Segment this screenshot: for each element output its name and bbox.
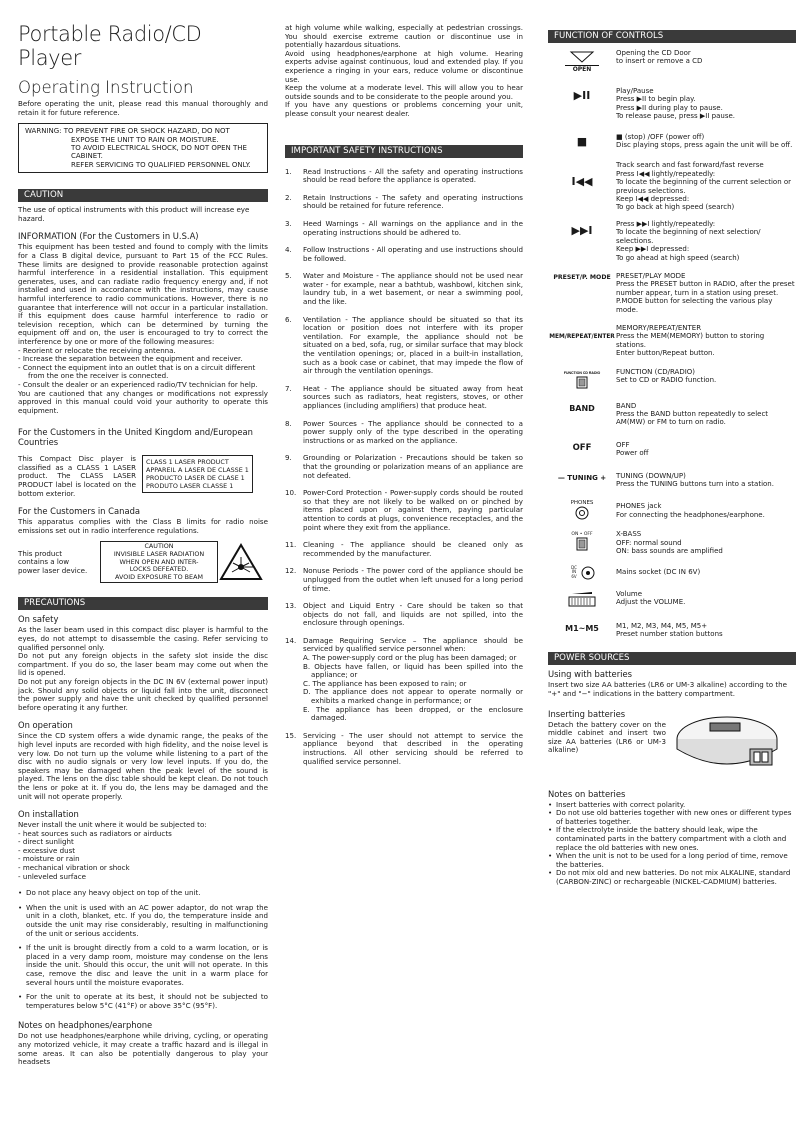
- column-2: [285, 0, 523, 775]
- column-1: [18, 0, 268, 1067]
- inserting-text: Detach the battery cover on the middle cabinet and insert two size AA batteries (LR6 or UM-3 alkaline): [548, 719, 666, 755]
- info-text: This equipment has been tested and found to comply with the limits for a Class B digital device, pursuant to Part 15 of the FCC Rules. These limits are designed to provide reasonable protection against harmful interference in a residential installation. This equipment generates, uses, and can radiate radio frequency energy and, if not installed and used in accordance with the instructions, may cause harmful interference to radio communications. However, there is no guarantee that interference will not occur in a particular installation. If this equipment does cause harmful interference to radio or television reception, which can be determined by turning the equipment off and on, the user is encouraged to try to correct the interference by one or more of the following measures:: [18, 242, 268, 346]
- safety-title: On safety: [18, 614, 59, 625]
- installation-title: On installation: [18, 809, 79, 820]
- power-sources-header: POWER SOURCES: [548, 652, 796, 665]
- inserting-title: Inserting batteries: [548, 708, 626, 719]
- safety-item: 1. Read Instructions - All the safety and operating instructions should be read before the appliance is operated.: [285, 166, 523, 185]
- caution-header: CAUTION: [18, 189, 268, 202]
- headphones-cont: at high volume while walking, especially at pedestrian crossings. You should exercise extreme caution or discontinue use in potentially hazardous situations. Avoid using headphones/earphone at high volume. Hearing experts advise against continuous, loud and extended play. If you experience a ringing in your ears, reduce volume or discontinue use. Keep the volume at a moderate level. This will allow you to hear outside sounds and to be considerate to the people around you. If you have any questions or problems concerning your unit, please consult your nearest dealer.: [285, 23, 523, 118]
- caution-label-line: INVISIBLE LASER RADIATION: [113, 550, 205, 559]
- control-mem: MEM/REPEAT/ENTER MEMORY/REPEAT/ENTER Press the MEM(MEMORY) button to storing stations. Enter button/Repeat button.: [549, 323, 765, 358]
- safety-list: [285, 168, 523, 767]
- list-item: • For the unit to operate at its best, it should not be subjected to temperatures below 5°C (41°F) or above 35°C (95°F).: [18, 993, 268, 1010]
- installation-text: Never install the unit where it would be subjected to:: [18, 820, 207, 830]
- safety-item: 9. Grounding or Polarization - Precautions should be taken so that the grounding or polarization means of an appliance are not defeated.: [285, 453, 523, 480]
- safety-item: 12. Nonuse Periods - The power cord of the appliance should be unplugged from the outlet when left unused for a long period of time.: [285, 566, 523, 593]
- intro-text: Before operating the unit, please read this manual thoroughly and retain it for future reference.: [18, 99, 268, 117]
- safety-text: As the laser beam used in this compact disc player is harmful to the eyes, do not attempt to disassemble the casing. Refer servicing to qualified personnel only. Do not put any foreign objects in the safety slot inside the disc compartment. If you do so, the laser beam may come out when the lid is opened. Do not put any foreign objects in the DC IN 6V (external power input) jack. Should any solid objects or liquid fall into the unit, disconnect the power supply and have the unit checked by qualified personnel before operating it any further.: [18, 625, 268, 712]
- warning-line: EXPOSE THE UNIT TO RAIN OR MOISTURE.: [71, 135, 219, 144]
- list-item: - excessive dust: [18, 847, 268, 856]
- control-stop: ■ ■ (stop) /OFF (power off) Disc playing stops, press again the unit will be off.: [576, 132, 793, 150]
- battery-diagram-icon: [672, 709, 782, 781]
- caution-label-line: AVOID EXPOSURE TO BEAM: [115, 572, 203, 581]
- list-item: • When the unit is used with an AC power adaptor, do not wrap the unit in a cloth, blanket, etc. If you do, the temperature inside and outside the unit may rise considerably, resulting in malfunctioning of the unit or serious accidents.: [18, 904, 268, 938]
- list-item: - Reorient or relocate the receiving antenna.: [18, 347, 268, 356]
- list-item: - moisture or rain: [18, 855, 268, 864]
- control-next: ▶▶I Press ▶▶I lightly/repeatedly: To locate the beginning of next selection/ selections. Keep ▶▶I depressed: To go ahead at high speed (search): [571, 219, 761, 262]
- warning-box: [18, 123, 268, 173]
- contains-text: This product contains a low power laser device.: [18, 548, 88, 575]
- off-label: OFF: [572, 442, 592, 453]
- laser-label: [142, 455, 253, 493]
- canada-text: This apparatus complies with the Class B limits for radio noise emissions set out in radio interference regulations.: [18, 517, 268, 535]
- mem-label: MEM/REPEAT/ENTER: [549, 333, 615, 340]
- control-function: FUNCTION CD RADIO FUNCTION (CD/RADIO) Set to CD or RADIO function.: [548, 368, 796, 392]
- sub-item: E. The appliance has been dropped, or the enclosure damaged.: [303, 704, 523, 723]
- control-play: ▶II Play/Pause Press ▶II to begin play. Press ▶II during play to pause. To release pause, press ▶II pause.: [573, 87, 735, 121]
- safety-instructions-header: IMPORTANT SAFETY INSTRUCTIONS: [285, 145, 523, 158]
- info-after: You are cautioned that any changes or modifications not expressly approved in this manual could void your authority to operate this equipment.: [18, 388, 268, 415]
- warning-line: WARNING: TO PREVENT FIRE OR SHOCK HAZARD, DO NOT: [25, 127, 230, 136]
- installation-list: [18, 830, 268, 882]
- caution-label: [100, 541, 218, 583]
- control-volume: Volume Adjust the VOLUME.: [548, 590, 796, 610]
- battery-notes: [548, 801, 796, 887]
- caution-label-section: [18, 541, 268, 583]
- stop-icon: ■: [576, 134, 588, 148]
- phones-jack-icon: PHONES: [548, 498, 616, 522]
- svg-text:FUNCTION CD RADIO: FUNCTION CD RADIO: [563, 370, 601, 375]
- control-prev: I◀◀ Track search and fast forward/fast reverse Press I◀◀ lightly/repeatedly: To locate the beginning of the current selection or previous selections. Keep I◀◀ depressed: To go back at high speed (search): [571, 161, 792, 212]
- list-item: • If the electrolyte inside the battery should leak, wipe the contaminated parts in the battery compartment with a cloth and replace the old batteries with new ones.: [548, 826, 796, 852]
- headphones-title: Notes on headphones/earphone: [18, 1020, 153, 1031]
- warning-line: REFER SERVICING TO QUALIFIED PERSONNEL ONLY.: [71, 160, 251, 169]
- m-label: M1~M5: [565, 623, 599, 633]
- controls-header: FUNCTION OF CONTROLS: [548, 30, 796, 43]
- control-band: BAND BAND Press the BAND button repeatedly to select AM(MW) or FM to turn on radio.: [548, 402, 796, 427]
- sub-item: B. Objects have fallen, or liquid has been spilled into the appliance; or: [303, 661, 523, 680]
- info-list: [18, 347, 268, 390]
- function-switch-icon: [548, 368, 616, 392]
- list-item: • Do not mix old and new batteries. Do not mix ALKALINE, standard (CARBON-ZINC) or rechargeable (NICKEL-CADMIUM) batteries.: [548, 869, 796, 886]
- list-item: • If the unit is brought directly from a cold to a warm location, or is placed in a very damp room, moisture may condense on the lens inside the unit. Should this occur, the unit will not operate. In this case, remove the disc and leave the unit in a warm place for several hours until the moisture evaporates.: [18, 944, 268, 987]
- safety-item: 4. Follow Instructions - All operating and use instructions should be followed.: [285, 245, 523, 263]
- list-item: - heat sources such as radiators or airducts: [18, 830, 268, 839]
- laser-label-line: PRODUTO LASER CLASSE 1: [146, 482, 234, 491]
- list-item: - Connect the equipment into an outlet that is on a circuit different from the one the receiver is connected.: [18, 364, 268, 381]
- list-item: • Do not use old batteries together with new ones or different types of batteries together.: [548, 809, 796, 826]
- control-m: M1~M5 M1, M2, M3, M4, M5, M5+ Preset number station buttons: [548, 622, 796, 639]
- headphones-text: Do not use headphones/earphone while driving, cycling, or operating any motorized vehicle, it may create a traffic hazard and is illegal in some areas. It can also be potentially dangerous to play your headsets: [18, 1031, 268, 1067]
- uk-title: For the Customers in the United Kingdom and/European Countries: [18, 427, 253, 448]
- xbass-switch-icon: ON • OFF: [548, 530, 616, 555]
- list-item: - direct sunlight: [18, 838, 268, 847]
- sub-item: C. The appliance has been exposed to rain; or: [303, 678, 467, 688]
- preset-label: PRESET/P. MODE: [553, 273, 611, 281]
- control-off: OFF OFF Power off: [548, 441, 796, 458]
- page-subtitle: Operating Instruction: [18, 78, 194, 97]
- laser-label-line: PRODUCTO LASER DE CLASE 1: [146, 474, 245, 483]
- safety-item: 10. Power-Cord Protection - Power-supply cords should be routed so that they are not likely to be walked on or pinched by items placed upon or against them, paying particular attention to cords at plugs, convenience receptacles, and the point where they exit from the appliance.: [285, 488, 523, 532]
- next-icon: ▶▶I: [571, 223, 593, 237]
- list-item: • When the unit is not to be used for a long period of time, remove the batteries.: [548, 852, 796, 869]
- laser-label-line: APPAREIL A LASER DE CLASSE 1: [146, 466, 249, 475]
- operation-title: On operation: [18, 720, 73, 731]
- batteries-title: Using with batteries: [548, 669, 632, 680]
- sub-item: A. The power-supply cord or the plug has been damaged; or: [303, 653, 517, 663]
- laser-label-line: CLASS 1 LASER PRODUCT: [146, 458, 229, 467]
- list-item: • Insert batteries with correct polarity.: [548, 801, 796, 810]
- control-dc: DC IN 6V Mains socket (DC IN 6V): [548, 564, 796, 580]
- notes-title: Notes on batteries: [548, 788, 626, 799]
- control-phones: PHONES PHONES jack For connecting the headphones/earphone.: [548, 498, 796, 522]
- safety-item: 14. Damage Requiring Service – The appliance should be serviced by qualified service personnel when: A. The power-supply cord or the plug has been damaged; or B. Objects have fallen, or liquid has been spilled into the appliance; or C. The appliance has been exposed to rain; or D. The appliance does not appear to operate normally or exhibits a marked change in performance; or E. The appliance has been dropped, or the enclosure damaged.: [285, 635, 523, 723]
- laser-warning-icon: [218, 542, 264, 582]
- caution-label-line: CAUTION: [144, 542, 174, 551]
- batteries-text: Insert two size AA batteries (LR6 or UM-3 alkaline) according to the "+" and "−" indications in the battery compartment.: [548, 680, 787, 699]
- safety-item: 6. Ventilation - The appliance should be situated so that its location or position does not interfere with its proper ventilation. For example, the appliance should not be situated on a bed, sofa, rug, or similar surface that may block the ventilation openings; or, placed in a built-in installation, such as a book case or cabinet, that may impede the flow of air through the ventilation openings.: [285, 314, 523, 376]
- precaution-bullets: [18, 889, 268, 1010]
- control-preset: PRESET/P. MODE PRESET/PLAY MODE Press the PRESET button in RADIO, after the preset number appear, turn in a station using preset. P.MODE button for selecting the various play mode.: [548, 272, 796, 314]
- play-pause-icon: ▶II: [573, 89, 591, 102]
- list-item: - mechanical vibration or shock: [18, 864, 268, 873]
- safety-item: 11. Cleaning - The appliance should be cleaned only as recommended by the manufacturer.: [285, 540, 523, 558]
- safety-item: 5. Water and Moisture - The appliance should not be used near water - for example, near a bathtub, washbowl, kitchen sink, laundry tub, in a wet basement, or near a swimming pool, and the like.: [285, 271, 523, 307]
- caution-label-line: LOCKS DEFEATED.: [129, 565, 189, 574]
- caution-label-line: WHEN OPEN AND INTER-: [119, 557, 199, 566]
- previous-icon: I◀◀: [571, 175, 593, 189]
- operation-text: Since the CD system offers a wide dynamic range, the peaks of the high level inputs are recorded with high fidelity, and the noise level is very low. Do not turn up the volume while listening to a part of the disc with no audio signals or very low level inputs. If you do, the speakers may be damaged when the peak level of the sound is played. The lens on the disc table should be kept clean. Do not touch the lens or poke at it. If you do, the lens may be damaged and the unit will not operate properly.: [18, 731, 268, 801]
- list-item: • Do not place any heavy object on top of the unit.: [18, 889, 268, 898]
- safety-item: 13. Object and Liquid Entry - Care should be taken so that objects do not fall, and liquids are not spilled, into the enclosure through openings.: [285, 601, 523, 628]
- control-xbass: ON • OFF X-BASS OFF: normal sound ON: bass sounds are amplified: [548, 530, 796, 555]
- precautions-header: PRECAUTIONS: [18, 597, 268, 610]
- open-icon: OPEN: [548, 49, 616, 73]
- laser-section: [18, 455, 268, 498]
- band-label: BAND: [569, 403, 595, 413]
- dc-socket-icon: DC IN 6V: [548, 564, 616, 580]
- uk-text: This Compact Disc player is classified as a CLASS 1 LASER product. The CLASS LASER PRODUCT label is located on the bottom exterior.: [18, 454, 136, 498]
- sub-item: D. The appliance does not appear to operate normally or exhibits a marked change in performance; or: [303, 687, 523, 706]
- volume-wheel-icon: [548, 590, 616, 610]
- canada-title: For the Customers in Canada: [18, 506, 141, 517]
- safety-item: 2. Retain Instructions - The safety and operating instructions should be retained for future reference.: [285, 192, 523, 211]
- safety-item: 8. Power Sources - The appliance should be connected to a power supply only of the type described in the operating instructions or as marked on the appliance.: [285, 418, 523, 445]
- tuning-label: — TUNING +: [557, 473, 607, 482]
- warning-line: TO AVOID ELECTRICAL SHOCK, DO NOT OPEN THE CABINET.: [71, 144, 247, 161]
- list-item: - Increase the separation between the equipment and receiver.: [18, 355, 268, 364]
- safety-item: 7. Heat - The appliance should be situated away from heat sources such as radiators, heat registers, stoves, or other appliances (including amplifiers) that produce heat.: [285, 383, 523, 410]
- page-title: Portable Radio/CD Player: [18, 22, 202, 70]
- control-open: OPEN Opening the CD Door to insert or remove a CD: [548, 49, 796, 73]
- control-tuning: — TUNING + TUNING (DOWN/UP) Press the TUNING buttons turn into a station.: [548, 472, 796, 489]
- column-3: [548, 0, 796, 887]
- list-item: - Consult the dealer or an experienced radio/TV technician for help.: [18, 381, 268, 390]
- caution-text: The use of optical instruments with this product will increase eye hazard.: [18, 205, 250, 223]
- battery-insert-section: [548, 709, 796, 781]
- safety-item: 3. Heed Warnings - All warnings on the appliance and in the operating instructions should be adhered to.: [285, 218, 523, 237]
- list-item: - unleveled surface: [18, 873, 268, 882]
- safety-item: 15. Servicing - The user should not attempt to service the appliance beyond that described in the operating instructions. All other servicing should be referred to qualified service personnel.: [285, 730, 523, 766]
- info-title: INFORMATION (For the Customers in U.S.A): [18, 231, 199, 242]
